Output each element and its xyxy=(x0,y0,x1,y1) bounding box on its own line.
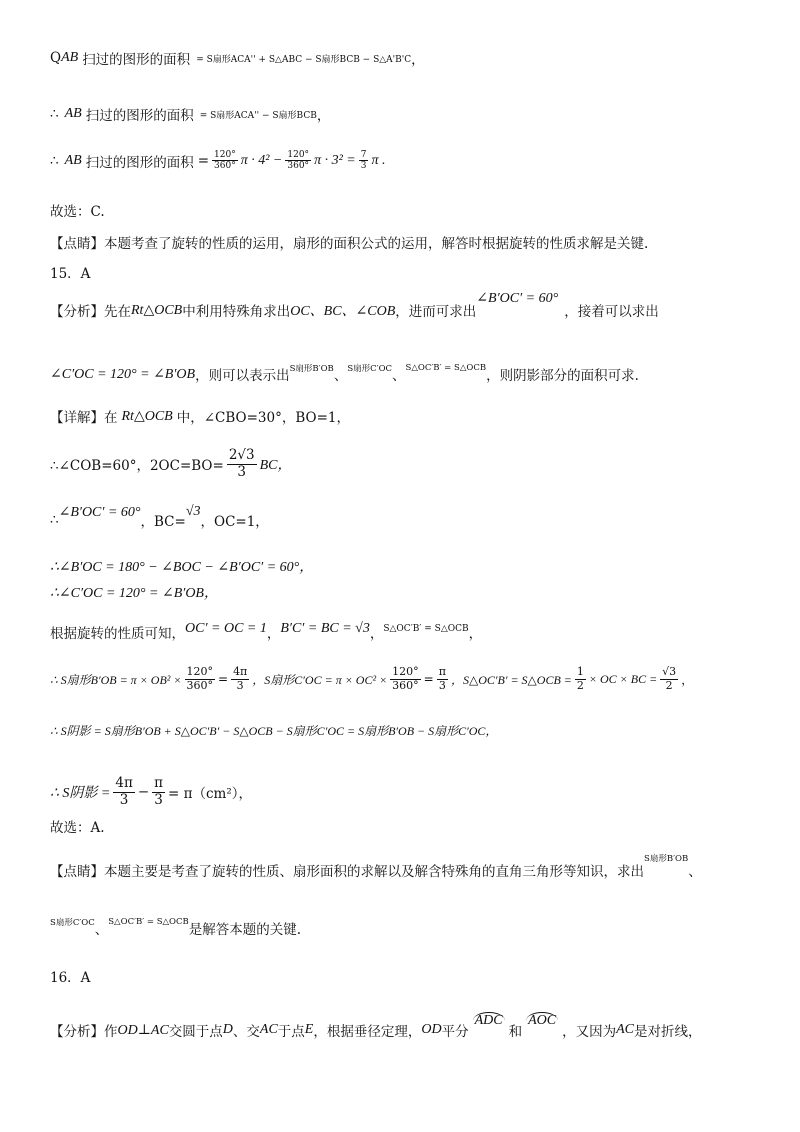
analysis-line-2: ∠C′OC = 120° = ∠B′OB ，则可以表示出 S扇形B′OB 、 S扇形C′OC 、 S△OC′B′ = S△OCB ，则阴影部分的面积可求. xyxy=(50,363,639,384)
analysis-line-1: 【分析】先在 Rt△OCB 中利用特殊角求出 OC、BC、∠COB ，进而可求出 ∠B′OC′ = 60° ，接着可以求出 xyxy=(50,290,659,320)
therefore-symbol: ∴ xyxy=(50,152,59,169)
segment-ab: AB xyxy=(61,50,79,65)
text: 扫过的图形的面积 xyxy=(85,108,194,124)
text: 扫过的图形的面积 xyxy=(82,52,191,68)
segment-ab: AB xyxy=(64,106,82,121)
therefore-symbol: ∴ xyxy=(50,106,59,122)
comment-line-2: S扇形C′OC 、 S△OC′B′ = S△OCB 是解答本题的关键. xyxy=(50,917,302,938)
line-1 xyxy=(50,48,760,68)
line-3: ∴ AB 扫过的图形的面积 = $\frac{120^\circ}{360^\circ}$ π · 4² − $\frac{120^\circ}{360^\circ}$ π · 3² = $\frac{7}{3}$ π . xyxy=(50,150,386,172)
detail-line-8: ∴ S阴影 = S扇形B′OB + S△OC′B′ − S△OCB − S扇形C′OC = S扇形B′OB − S扇形C′OC， xyxy=(50,724,498,738)
punct: ， xyxy=(316,108,331,124)
expr: π . xyxy=(371,152,386,168)
question-number: 15．A xyxy=(50,266,91,282)
fraction: $\frac{7}{3}$ xyxy=(360,150,367,172)
answer-line: 故选：C. xyxy=(50,204,105,220)
comment-line-1: 【点睛】本题主要是考查了旋转的性质、扇形面积的求解以及解含特殊角的直角三角形等知识，求出 S扇形B′OB 、 xyxy=(50,854,702,880)
formula: = S扇形ACA'' − S扇形BCB xyxy=(199,110,317,121)
detail-line-4: ∴∠B′OC = 180° − ∠BOC − ∠B′OC′ = 60°， xyxy=(50,560,314,575)
segment-ab: AB xyxy=(64,152,82,168)
detail-line-6: 根据旋转的性质可知， OC′ = OC = 1 ， B′C′ = BC = √3 ， S△OC′B′ = S△OCB ， xyxy=(50,621,483,642)
formula: = S扇形ACA'' + S△ABC − S扇形BCB − S△A'B'C xyxy=(196,54,412,65)
detail-line-2: ∴∠COB=60°，2OC=BO= $\frac{2√3}{3}$ BC， xyxy=(50,447,292,480)
detail-line-5: ∴∠C′OC = 120° = ∠B′OB， xyxy=(50,586,218,601)
analysis-16-line-1: 【分析】作 OD⊥AC 交圆于点 D 、交 AC 于点 E ，根据垂径定理， OD 平分 ADC 和 AOC ，又因为 AC 是对折线， xyxy=(50,1012,702,1040)
fraction: $\frac{120^\circ}{360^\circ}$ xyxy=(287,150,310,172)
detail-line-7: ∴ S扇形B′OB = π × OB² × $\frac{120^\circ}{360^\circ}$ = $\frac{4\pi}{3}$ ，S扇形C′OC = π × OC² × $\frac{120^\circ}{360^\circ}$ = $\frac{\pi}{3}$ ，S△OC′B′ = S△OCB = $\frac{1}{2}$ × OC × BC = $\frac{√3}{2}$ ， xyxy=(50,665,694,692)
expr: π · 4² − xyxy=(240,152,283,168)
answer-line: 故选：A. xyxy=(50,820,105,836)
fraction: $\frac{2√3}{3}$ xyxy=(228,447,255,480)
punct: ， xyxy=(411,52,425,68)
fraction: $\frac{120^\circ}{360^\circ}$ xyxy=(214,150,236,172)
therefore-symbol: Q xyxy=(50,50,62,66)
comment-line: 【点睛】本题考查了旋转的性质的运用，扇形的面积公式的运用，解答时根据旋转的性质求解是关键. xyxy=(50,236,649,252)
line-2 xyxy=(50,104,760,124)
detail-line-9: ∴ S阴影 = $\frac{4\pi}{3}$ − $\frac{\pi}{3}$ = π（cm²）， xyxy=(50,775,253,808)
question-number: 16．A xyxy=(50,970,91,986)
text: 扫过的图形的面积 xyxy=(85,154,194,171)
detail-line-1: 【详解】在 Rt△OCB 中，∠CBO=30°，BO=1， xyxy=(50,408,350,426)
detail-line-3: ∴ ∠B′OC′ = 60° ，BC= √3 ，OC=1， xyxy=(50,504,269,530)
expr: π · 3² = xyxy=(314,152,356,168)
